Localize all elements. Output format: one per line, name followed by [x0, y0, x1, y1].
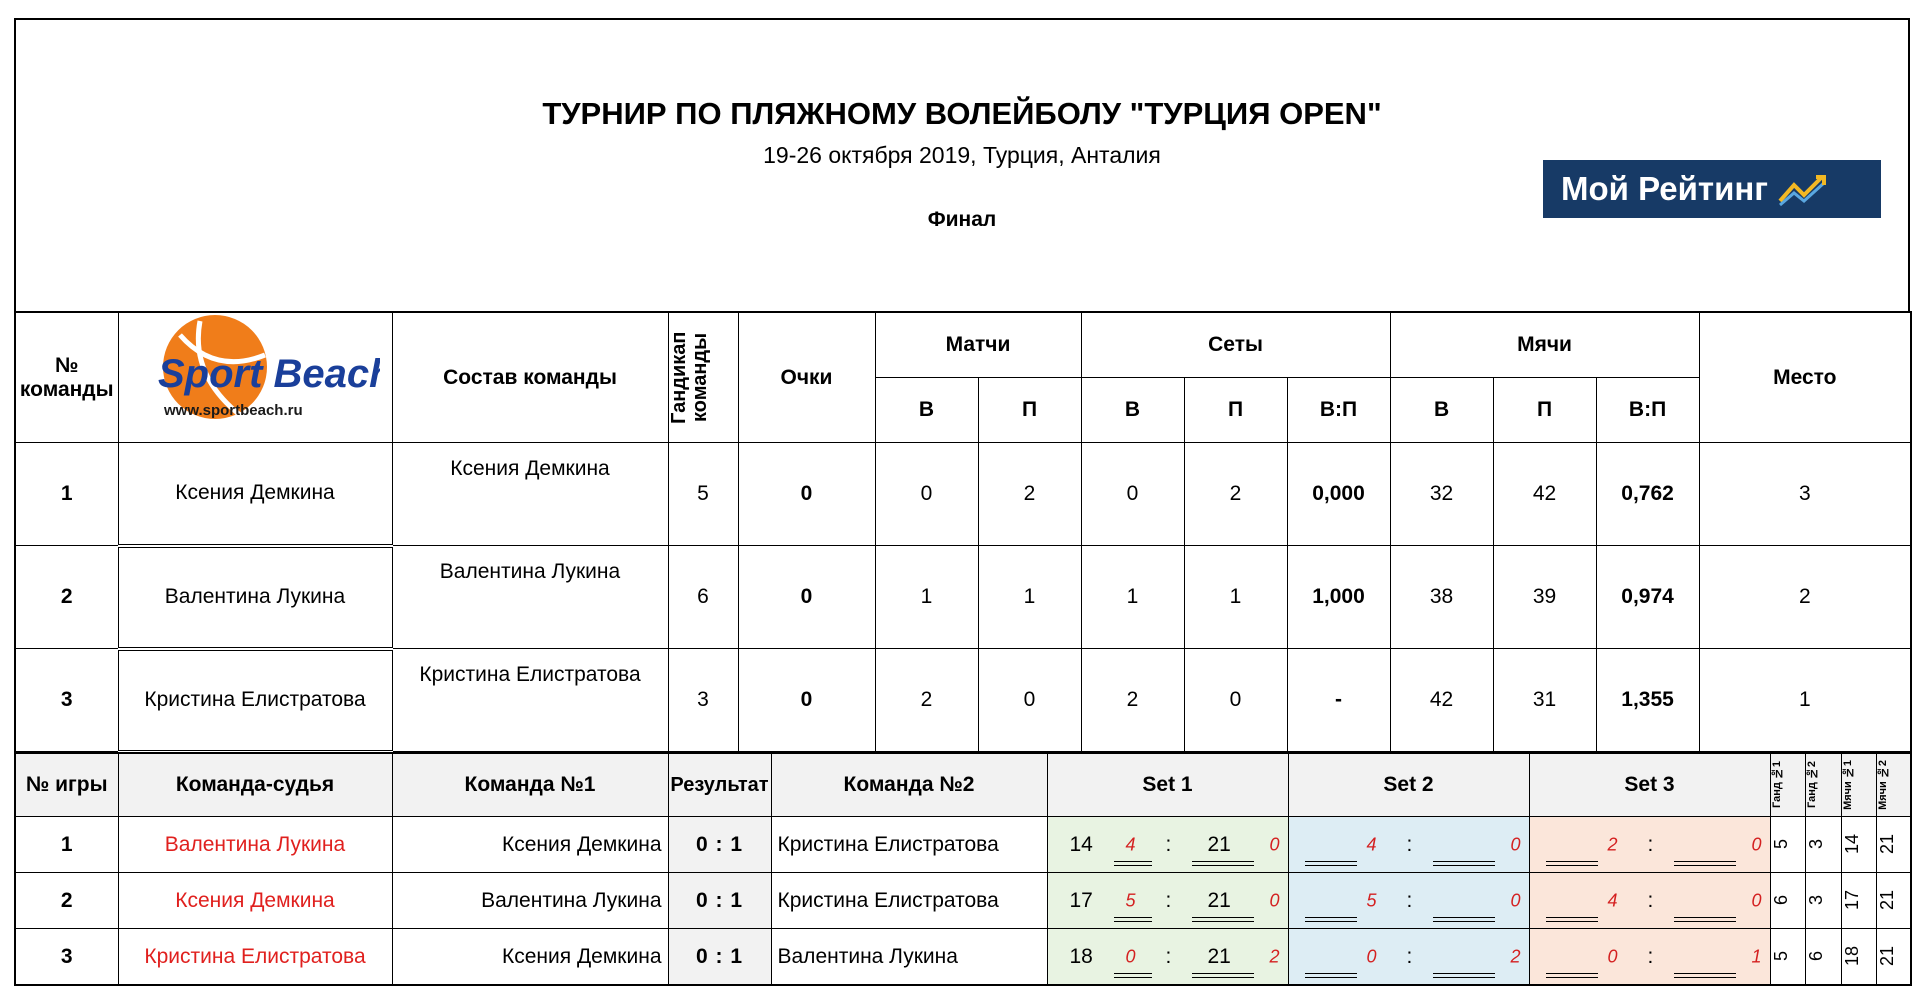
game-hand2 — [1805, 929, 1841, 986]
underline — [1192, 973, 1254, 978]
sets-won: 0 — [1081, 443, 1184, 546]
col-team1: Команда №1 — [392, 753, 668, 817]
col-set3: Set 3 — [1529, 753, 1770, 817]
set2-colon: : — [1406, 832, 1413, 856]
col-roster: Состав команды — [392, 312, 668, 443]
standings-row — [15, 649, 1911, 753]
underline — [1192, 861, 1254, 866]
game-team2: Кристина Елистратова — [771, 873, 1047, 929]
game-referee: Кристина Елистратова — [118, 929, 392, 986]
standings-table — [14, 311, 1912, 754]
col-game-number: № игры — [15, 753, 118, 817]
game-hand1 — [1770, 817, 1805, 873]
set3-handicap-a: 0 — [1607, 946, 1618, 966]
game-hand2 — [1805, 817, 1841, 873]
team-number: 3 — [15, 649, 118, 753]
tournament-title: ТУРНИР ПО ПЛЯЖНОМУ ВОЛЕЙБОЛУ "ТУРЦИЯ OPEN" — [542, 96, 1382, 131]
game-balls1 — [1841, 873, 1876, 929]
stage-label: Финал — [927, 208, 997, 231]
game-number: 3 — [15, 929, 118, 986]
col-matches-w: В — [875, 378, 978, 443]
game-balls1-value: 14 — [1841, 834, 1862, 855]
col-handicap-label: Гандикап команды — [667, 331, 711, 424]
set1-score-a: 18 — [1069, 944, 1093, 968]
tournament-subtitle: 19-26 октября 2019, Турция, Анталия — [763, 142, 1161, 168]
game-row — [15, 873, 1911, 929]
matches-lost: 1 — [978, 546, 1081, 649]
team-place: 2 — [1699, 546, 1911, 649]
set2-colon: : — [1406, 888, 1413, 912]
balls-lost: 39 — [1493, 546, 1596, 649]
game-number: 1 — [15, 817, 118, 873]
game-set2 — [1288, 873, 1529, 929]
underline — [1546, 973, 1598, 978]
balls-lost: 31 — [1493, 649, 1596, 753]
underline — [1114, 917, 1152, 922]
set1-handicap-b: 0 — [1269, 834, 1280, 854]
game-balls2-value: 21 — [1876, 890, 1897, 911]
col-hand2 — [1805, 753, 1841, 817]
standings-header-row — [15, 312, 1911, 378]
game-set1 — [1047, 817, 1288, 873]
game-hand2-value: 3 — [1805, 839, 1826, 850]
sets-ratio: 0,000 — [1287, 443, 1390, 546]
col-points: Очки — [738, 312, 875, 443]
set1-score-b: 21 — [1207, 832, 1231, 856]
set3-colon: : — [1647, 888, 1654, 912]
game-balls1-value: 17 — [1841, 890, 1862, 911]
underline — [1674, 973, 1736, 978]
col-balls2-label: Мячи №2 — [1876, 760, 1889, 810]
games-header-row — [15, 753, 1911, 817]
sport-beach-url: www.sportbeach.ru — [164, 401, 303, 419]
game-number: 2 — [15, 873, 118, 929]
sets-lost: 1 — [1184, 546, 1287, 649]
col-sets-l: П — [1184, 378, 1287, 443]
balls-lost: 42 — [1493, 443, 1596, 546]
col-team-number: № команды — [15, 312, 118, 443]
col-hand1 — [1770, 753, 1805, 817]
game-row — [15, 817, 1911, 873]
sets-ratio: - — [1287, 649, 1390, 753]
team-name: Валентина Лукина — [118, 546, 392, 649]
game-set1 — [1047, 929, 1288, 986]
set1-handicap-a: 5 — [1125, 890, 1136, 910]
game-hand2 — [1805, 873, 1841, 929]
balls-ratio: 1,355 — [1596, 649, 1699, 753]
team-name: Кристина Елистратова — [118, 649, 392, 753]
underline — [1433, 861, 1495, 866]
underline — [1305, 861, 1357, 866]
set3-handicap-a: 2 — [1607, 834, 1618, 854]
game-balls2 — [1876, 929, 1911, 986]
set1-colon: : — [1165, 888, 1172, 912]
game-balls2-value: 21 — [1876, 834, 1897, 855]
matches-won: 0 — [875, 443, 978, 546]
col-set1: Set 1 — [1047, 753, 1288, 817]
underline — [1305, 973, 1357, 978]
underline — [1546, 861, 1598, 866]
standings-row — [15, 546, 1911, 649]
game-set3 — [1529, 929, 1770, 986]
game-referee: Валентина Лукина — [118, 817, 392, 873]
col-hand1-label: Ганд №1 — [1770, 761, 1783, 809]
team-name: Ксения Демкина — [118, 443, 392, 546]
standings-row — [15, 443, 1911, 546]
game-hand2-value: 3 — [1805, 895, 1826, 906]
set1-score-b: 21 — [1207, 888, 1231, 912]
underline — [1433, 973, 1495, 978]
game-row — [15, 929, 1911, 986]
game-hand1-value: 6 — [1770, 895, 1791, 906]
game-balls1-value: 18 — [1841, 946, 1862, 967]
balls-won: 38 — [1390, 546, 1493, 649]
col-team2: Команда №2 — [771, 753, 1047, 817]
team-handicap: 3 — [668, 649, 738, 753]
set1-score-a: 17 — [1069, 888, 1093, 912]
col-matches: Матчи — [875, 312, 1081, 378]
set2-handicap-b: 0 — [1510, 834, 1521, 854]
team-roster: Ксения Демкина — [392, 443, 668, 546]
set1-colon: : — [1165, 832, 1172, 856]
game-referee: Ксения Демкина — [118, 873, 392, 929]
underline — [1546, 917, 1598, 922]
underline — [1114, 861, 1152, 866]
col-matches-l: П — [978, 378, 1081, 443]
col-sets-ratio: В:П — [1287, 378, 1390, 443]
game-hand1 — [1770, 873, 1805, 929]
underline — [1674, 861, 1736, 866]
set1-handicap-a: 0 — [1125, 946, 1136, 966]
matches-won: 1 — [875, 546, 978, 649]
sets-lost: 0 — [1184, 649, 1287, 753]
games-table — [14, 752, 1912, 986]
col-referee: Команда-судья — [118, 753, 392, 817]
game-set3 — [1529, 873, 1770, 929]
matches-lost: 0 — [978, 649, 1081, 753]
volleyball-logo-icon — [130, 315, 380, 435]
matches-lost: 2 — [978, 443, 1081, 546]
col-sets-w: В — [1081, 378, 1184, 443]
matches-won: 2 — [875, 649, 978, 753]
team-place: 1 — [1699, 649, 1911, 753]
team-roster: Кристина Елистратова — [392, 649, 668, 753]
balls-ratio: 0,974 — [1596, 546, 1699, 649]
team-place: 3 — [1699, 443, 1911, 546]
balls-won: 42 — [1390, 649, 1493, 753]
set3-handicap-b: 0 — [1751, 834, 1762, 854]
team-points: 0 — [738, 546, 875, 649]
col-balls-w: В — [1390, 378, 1493, 443]
col-hand2-label: Ганд №2 — [1805, 761, 1818, 809]
game-hand1-value: 5 — [1770, 839, 1791, 850]
team-number: 2 — [15, 546, 118, 649]
set3-colon: : — [1647, 944, 1654, 968]
game-hand1-value: 5 — [1770, 951, 1791, 962]
game-balls1 — [1841, 929, 1876, 986]
set1-handicap-b: 0 — [1269, 890, 1280, 910]
game-hand1 — [1770, 929, 1805, 986]
underline — [1674, 917, 1736, 922]
team-points: 0 — [738, 443, 875, 546]
moy-reyting-logo — [1543, 160, 1881, 218]
underline — [1305, 917, 1357, 922]
team-handicap: 5 — [668, 443, 738, 546]
col-balls2 — [1876, 753, 1911, 817]
set1-colon: : — [1165, 944, 1172, 968]
sport-beach-brand: Sport Beach — [158, 351, 380, 396]
game-team2: Кристина Елистратова — [771, 817, 1047, 873]
set1-score-a: 14 — [1069, 832, 1093, 856]
set1-handicap-a: 4 — [1125, 834, 1136, 854]
game-team2: Валентина Лукина — [771, 929, 1047, 986]
underline — [1114, 973, 1152, 978]
col-place: Место — [1699, 312, 1911, 443]
game-team1: Ксения Демкина — [392, 929, 668, 986]
col-result: Результат — [668, 753, 771, 817]
game-balls2 — [1876, 817, 1911, 873]
game-score: 0 : 1 — [668, 873, 771, 929]
col-handicap — [668, 312, 738, 443]
col-balls: Мячи — [1390, 312, 1699, 378]
set1-score-b: 21 — [1207, 944, 1231, 968]
balls-won: 32 — [1390, 443, 1493, 546]
team-handicap: 6 — [668, 546, 738, 649]
set2-handicap-b: 0 — [1510, 890, 1521, 910]
sets-lost: 2 — [1184, 443, 1287, 546]
col-balls1-label: Мячи №1 — [1841, 760, 1854, 810]
set2-colon: : — [1406, 944, 1413, 968]
sets-won: 1 — [1081, 546, 1184, 649]
col-balls1 — [1841, 753, 1876, 817]
set1-handicap-b: 2 — [1269, 946, 1280, 966]
trend-chart-icon — [1778, 171, 1830, 207]
col-balls-l: П — [1493, 378, 1596, 443]
set3-handicap-b: 1 — [1751, 946, 1762, 966]
moy-reyting-logo-text: Мой Рейтинг — [1561, 170, 1769, 207]
set3-colon: : — [1647, 832, 1654, 856]
set3-handicap-b: 0 — [1751, 890, 1762, 910]
col-sets: Сеты — [1081, 312, 1390, 378]
col-balls-ratio: В:П — [1596, 378, 1699, 443]
team-roster: Валентина Лукина — [392, 546, 668, 649]
sets-won: 2 — [1081, 649, 1184, 753]
set3-handicap-a: 4 — [1607, 890, 1618, 910]
game-team1: Ксения Демкина — [392, 817, 668, 873]
team-number: 1 — [15, 443, 118, 546]
game-hand2-value: 6 — [1805, 951, 1826, 962]
set2-handicap-a: 5 — [1366, 890, 1377, 910]
underline — [1192, 917, 1254, 922]
set2-handicap-a: 0 — [1366, 946, 1377, 966]
game-set2 — [1288, 929, 1529, 986]
game-score: 0 : 1 — [668, 929, 771, 986]
balls-ratio: 0,762 — [1596, 443, 1699, 546]
game-score: 0 : 1 — [668, 817, 771, 873]
game-set3 — [1529, 817, 1770, 873]
set2-handicap-b: 2 — [1510, 946, 1521, 966]
sets-ratio: 1,000 — [1287, 546, 1390, 649]
game-balls2 — [1876, 873, 1911, 929]
sport-beach-logo — [118, 312, 392, 443]
game-set1 — [1047, 873, 1288, 929]
team-points: 0 — [738, 649, 875, 753]
game-team1: Валентина Лукина — [392, 873, 668, 929]
col-set2: Set 2 — [1288, 753, 1529, 817]
set2-handicap-a: 4 — [1366, 834, 1377, 854]
game-set2 — [1288, 817, 1529, 873]
underline — [1433, 917, 1495, 922]
game-balls1 — [1841, 817, 1876, 873]
game-balls2-value: 21 — [1876, 946, 1897, 967]
